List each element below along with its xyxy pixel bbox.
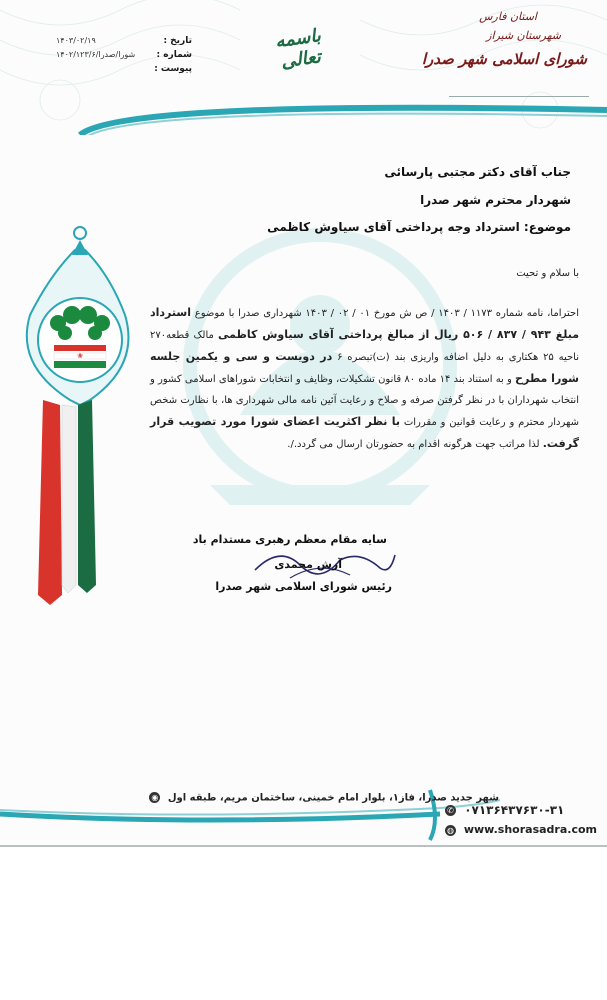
signatory-title: رئیس شورای اسلامی شهر صدرا xyxy=(215,580,392,593)
address-text: شهر جدید صدرا، فاز۱، بلوار امام خمینی، ساختمان مریم، طبقه اول xyxy=(167,792,499,804)
body-part-9: لذا مراتب جهت هرگونه اقدام به حضورتان ارسال می گردد./. xyxy=(287,439,540,450)
attachment-label: پیوست : xyxy=(154,64,192,74)
signatory-name: آرش محمدی xyxy=(274,558,342,571)
footer-address xyxy=(149,792,499,804)
website-text: www.shorasadra.com xyxy=(463,823,597,836)
body-part-8: با نظر اکثریت اعضای شورا مورد تصویب قرار گرفت. xyxy=(150,415,579,450)
emblem-badge-icon xyxy=(27,227,129,405)
ribbon-green-icon xyxy=(78,400,96,593)
number-value: ۱۴۰۲/۱۲۳/۶/شورا/صدرا xyxy=(56,50,136,59)
header-divider xyxy=(449,96,589,97)
phone-icon: ✆ xyxy=(445,805,456,816)
body-part-3: مبلغ ۹۴۳ / ۸۳۷ / ۵۰۶ ریال از مبالغ پرداختی آقای سیاوش کاظمی xyxy=(218,328,580,341)
signature-motto: سایه مقام معظم رهبری مستدام باد xyxy=(192,533,387,546)
ribbon-red-icon xyxy=(38,400,62,605)
council-name: شورای اسلامی شهر صدرا xyxy=(421,50,587,68)
ribbon-white-icon xyxy=(62,405,76,593)
footer-phone xyxy=(445,803,564,817)
number-label: شماره : xyxy=(156,50,192,60)
date-row xyxy=(52,34,192,48)
attachment-value xyxy=(52,62,142,76)
globe-icon: ◍ xyxy=(445,825,456,836)
svg-text:❀: ❀ xyxy=(77,352,83,360)
footer-website xyxy=(445,823,597,836)
body-part-6: در دویست و سی و یکمین جلسه شورا مطرح xyxy=(150,350,579,385)
body-part-7: و به استناد بند ۱۴ ماده ۸۰ قانون تشکیلات، وظایف و انتخابات شوراهای اسلامی کشور و انتخاب شهرداران با در نظر گرفتن صرفه و صلاح و رعایت آئین نامه مالی شهرداری ها، با نظارت شخص شهردار محترم و رعایت قوانین و مقررات xyxy=(150,374,579,428)
bismillah-calligraphy: باسمه تعالی xyxy=(273,25,323,73)
greeting: با سلام و تحیت xyxy=(516,268,579,279)
body-part-1: احتراما، نامه شماره ۱۱۷۳ / ۱۴۰۳ / ص ش مورخ ۰۱ / ۰۲ / ۱۴۰۳ شهرداری صدرا با موضوع xyxy=(194,308,579,319)
letter-meta xyxy=(52,34,192,76)
organization-header xyxy=(407,10,587,68)
location-icon: ◉ xyxy=(149,792,160,803)
province-name: استان فارس xyxy=(479,10,537,23)
date-label: تاریخ : xyxy=(163,36,192,46)
recipient-name: جناب آقای دکتر مجتبی پارسائی xyxy=(384,165,571,179)
phone-text: ۰۷۱۳۶۴۳۷۶۳۰-۳۱ xyxy=(464,803,565,817)
date-value: ۱۴۰۳/۰۲/۱۹ xyxy=(56,36,96,45)
letter-body xyxy=(150,302,579,455)
letter-subject: موضوع: استرداد وجه پرداختی آقای سیاوش کاظمی xyxy=(267,220,571,234)
number-row xyxy=(52,48,192,62)
recipient-title: شهردار محترم شهر صدرا xyxy=(420,193,571,207)
body-part-5: هکتاری به دلیل اضافه واریزی بند (ت)تبصره ۶ xyxy=(337,352,539,363)
county-name: شهرستان شیراز xyxy=(486,29,561,42)
body-part-2: استرداد xyxy=(150,306,191,319)
body-part-4: مالک قطعه۲۷۰ ناحیه ۲۵ xyxy=(150,330,579,363)
attachment-row xyxy=(52,62,192,76)
